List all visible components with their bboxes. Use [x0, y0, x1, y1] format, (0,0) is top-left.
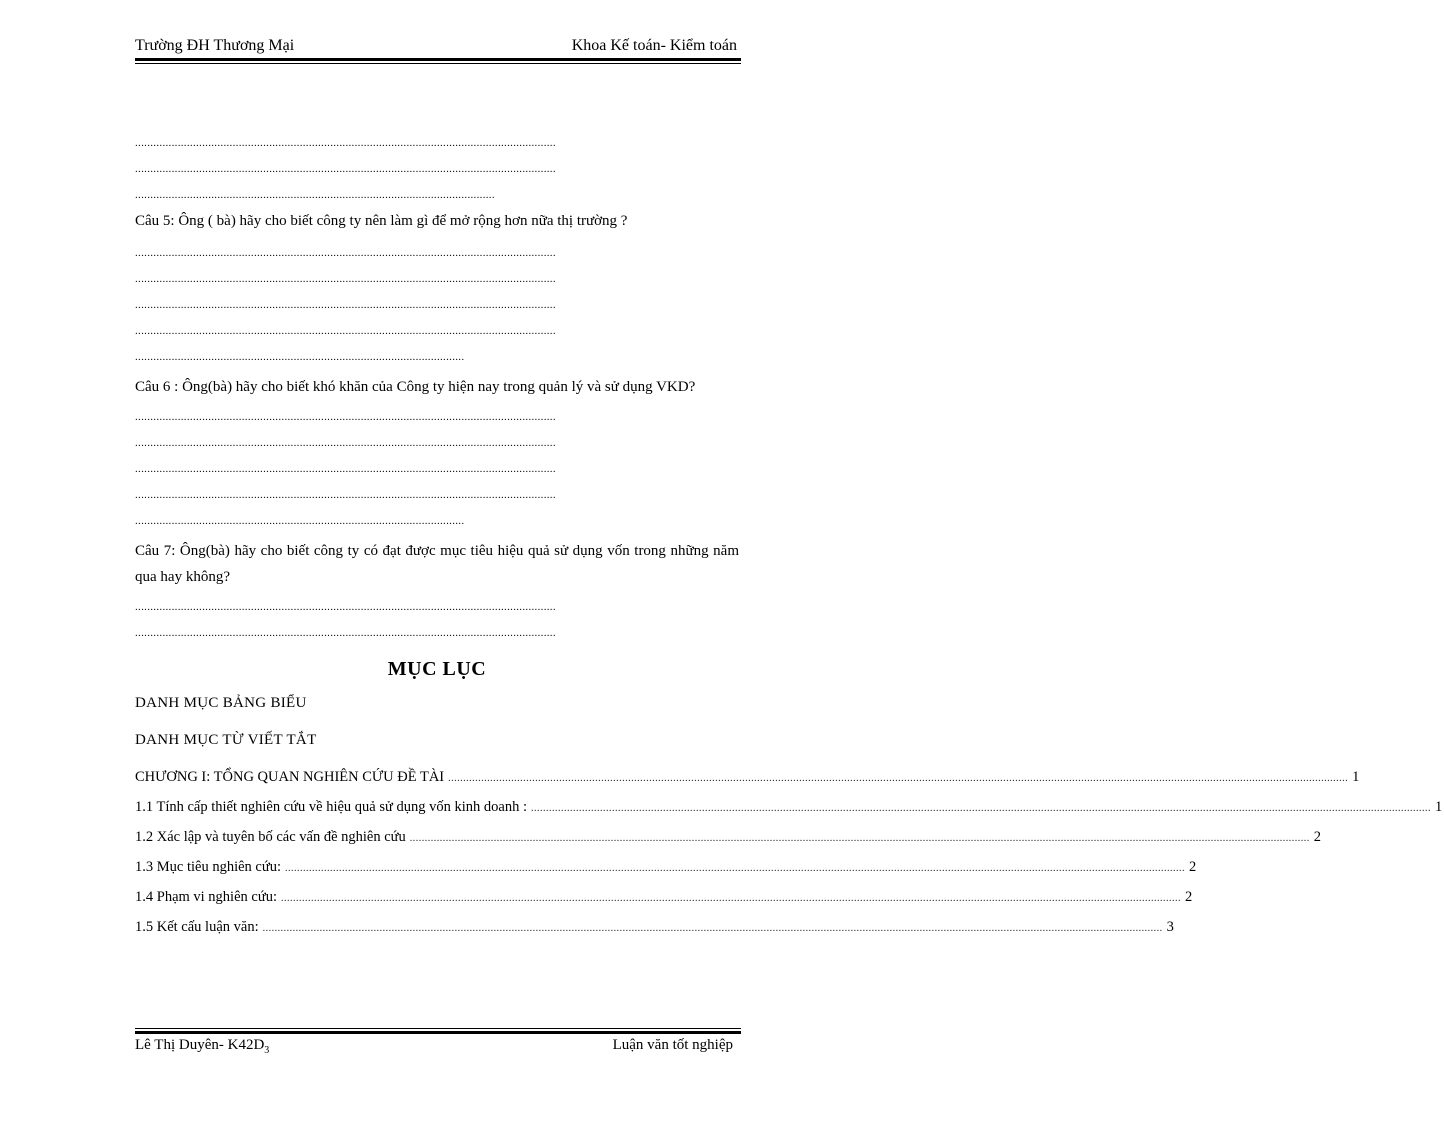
toc-dot-leader: ............................................................................................................................................................................................................................................................................................................	[284, 863, 1185, 874]
toc-entry[interactable]	[135, 919, 1174, 949]
answer-line: ..........................................................................................................................................	[135, 137, 556, 149]
answer-line: ..........................................................................................................................................	[135, 273, 556, 285]
answer-line: ..........................................................................................................................................	[135, 601, 556, 613]
page-content	[135, 130, 1443, 949]
question-5: Câu 5: Ông ( bà) hãy cho biết công ty nên làm gì để mở rộng hơn nữa thị trường ?	[135, 213, 628, 229]
header-rule-thick	[135, 58, 741, 61]
header-faculty: Khoa Kế toán- Kiểm toán	[571, 37, 737, 54]
toc-entry-page: 1	[1352, 769, 1360, 785]
toc-dot-leader: ............................................................................................................................................................................................................................................................................................................	[448, 773, 1349, 784]
question-7: Câu 7: Ông(bà) hãy cho biết công ty có đạt được mục tiêu hiệu quả sử dụng vốn trong những năm qua hay không?	[135, 543, 739, 585]
toc-entry-page: 3	[1166, 919, 1174, 935]
footer-doc-type: Luận văn tốt nghiệp	[612, 1037, 733, 1053]
toc-entry-text: 1.5 Kết cấu luận văn:	[135, 919, 259, 935]
footer-author: Lê Thị Duyên- $K42D_3$	[135, 1037, 270, 1056]
toc-list-tables[interactable]: DANH MỤC BẢNG BIỂU	[135, 695, 307, 711]
answer-line: ..........................................................................................................................................	[135, 163, 556, 175]
answer-line: ............................................................................................................	[135, 515, 465, 527]
answer-line: ..........................................................................................................................................	[135, 325, 556, 337]
toc-entry-text: 1.3 Mục tiêu nghiên cứu:	[135, 859, 281, 875]
toc-entry-page: 1	[1434, 799, 1443, 815]
toc-dot-leader: ............................................................................................................................................................................................................................................................................................................	[262, 923, 1163, 934]
toc-entry-text: 1.4 Phạm vi nghiên cứu:	[135, 889, 277, 905]
toc-entry-text: 1.2 Xác lập và tuyên bố các vấn đề nghiên cứu	[135, 829, 406, 845]
toc-title: MỤC LỤC	[387, 658, 487, 680]
toc-list	[135, 769, 1443, 949]
answer-line: ..........................................................................................................................................	[135, 437, 556, 449]
page-header	[135, 37, 741, 67]
toc-entry[interactable]	[135, 799, 1443, 829]
footer-rule-thin	[135, 1028, 741, 1029]
header-rule-thin	[135, 63, 741, 64]
toc-entry[interactable]	[135, 829, 1322, 859]
toc-dot-leader: ............................................................................................................................................................................................................................................................................................................	[409, 833, 1310, 844]
toc-entry-page: 2	[1184, 889, 1193, 905]
header-school: Trường ĐH Thương Mại	[135, 37, 295, 54]
footer-author-subscript: 3	[264, 1045, 270, 1056]
answer-line: ..........................................................................................................................................	[135, 299, 556, 311]
toc-entry[interactable]	[135, 859, 1197, 889]
toc-entry-text: CHƯƠNG I: TỔNG QUAN NGHIÊN CỨU ĐỀ TÀI	[135, 769, 445, 785]
question-6: Câu 6 : Ông(bà) hãy cho biết khó khăn của Công ty hiện nay trong quản lý và sử dụng VKD?	[135, 379, 696, 395]
answer-line: ..........................................................................................................................................	[135, 247, 556, 259]
answer-line: ..........................................................................................................................................	[135, 463, 556, 475]
toc-dot-leader: ............................................................................................................................................................................................................................................................................................................	[530, 803, 1431, 814]
answer-line: ..........................................................................................................................................	[135, 489, 556, 501]
toc-dot-leader: ............................................................................................................................................................................................................................................................................................................	[280, 893, 1181, 904]
answer-line: ..........................................................................................................................................	[135, 411, 556, 423]
answer-line: ......................................................................................................................	[135, 189, 495, 201]
answer-line: ............................................................................................................	[135, 351, 465, 363]
toc-entry[interactable]	[135, 889, 1193, 919]
toc-entry[interactable]	[135, 769, 1360, 799]
toc-entry-page: 2	[1313, 829, 1322, 845]
toc-list-abbreviations[interactable]: DANH MỤC TỪ VIẾT TẮT	[135, 732, 317, 748]
footer-rule-thick	[135, 1031, 741, 1034]
answer-line: ..........................................................................................................................................	[135, 627, 556, 639]
toc-entry-text: 1.1 Tính cấp thiết nghiên cứu về hiệu quả sử dụng vốn kinh doanh :	[135, 799, 527, 815]
toc-entry-page: 2	[1188, 859, 1197, 875]
page-footer	[135, 1028, 741, 1068]
